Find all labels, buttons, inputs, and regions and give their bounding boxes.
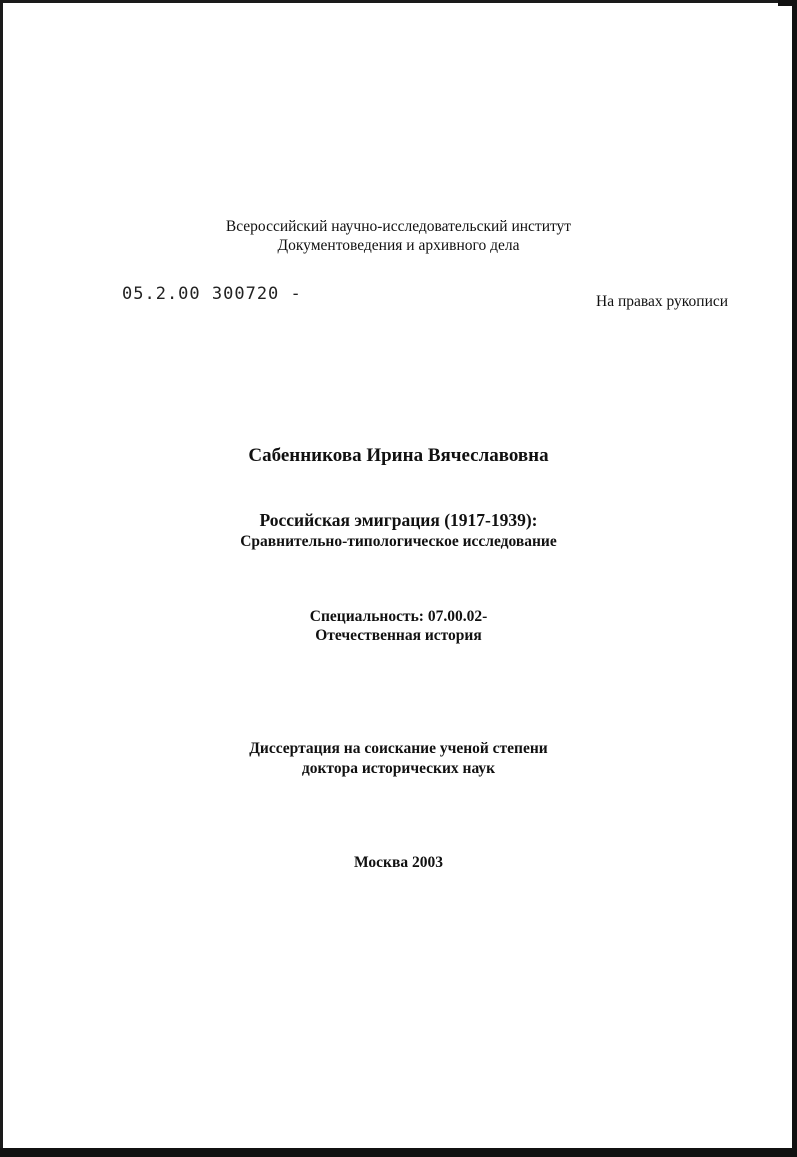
dissertation-title: Российская эмиграция (1917-1939): xyxy=(259,510,538,530)
place-and-year: Москва 2003 xyxy=(354,854,443,871)
scan-border-right xyxy=(792,0,797,1157)
institute-name-line1: Всероссийский научно-исследовательский институт xyxy=(225,218,572,235)
scan-border-bottom xyxy=(0,1148,797,1157)
scan-border-left xyxy=(0,0,3,1157)
dissertation-subtitle: Сравнительно-типологическое исследование xyxy=(240,533,557,550)
author-name: Сабенникова Ирина Вячеславовна xyxy=(248,445,549,466)
registration-stamp-code: 05.2.00 300720 - xyxy=(122,284,302,304)
manuscript-rights-note: На правах рукописи xyxy=(596,293,729,310)
scan-corner-mark xyxy=(778,0,794,6)
scan-border-top xyxy=(0,0,797,3)
specialty-name: Отечественная история xyxy=(315,627,482,644)
specialty-code: Специальность: 07.00.02- xyxy=(309,608,488,625)
institute-name-line2: Документоведения и архивного дела xyxy=(277,237,520,254)
degree-line1: Диссертация на соискание ученой степени xyxy=(249,740,548,757)
degree-line2: доктора исторических наук xyxy=(301,760,496,777)
